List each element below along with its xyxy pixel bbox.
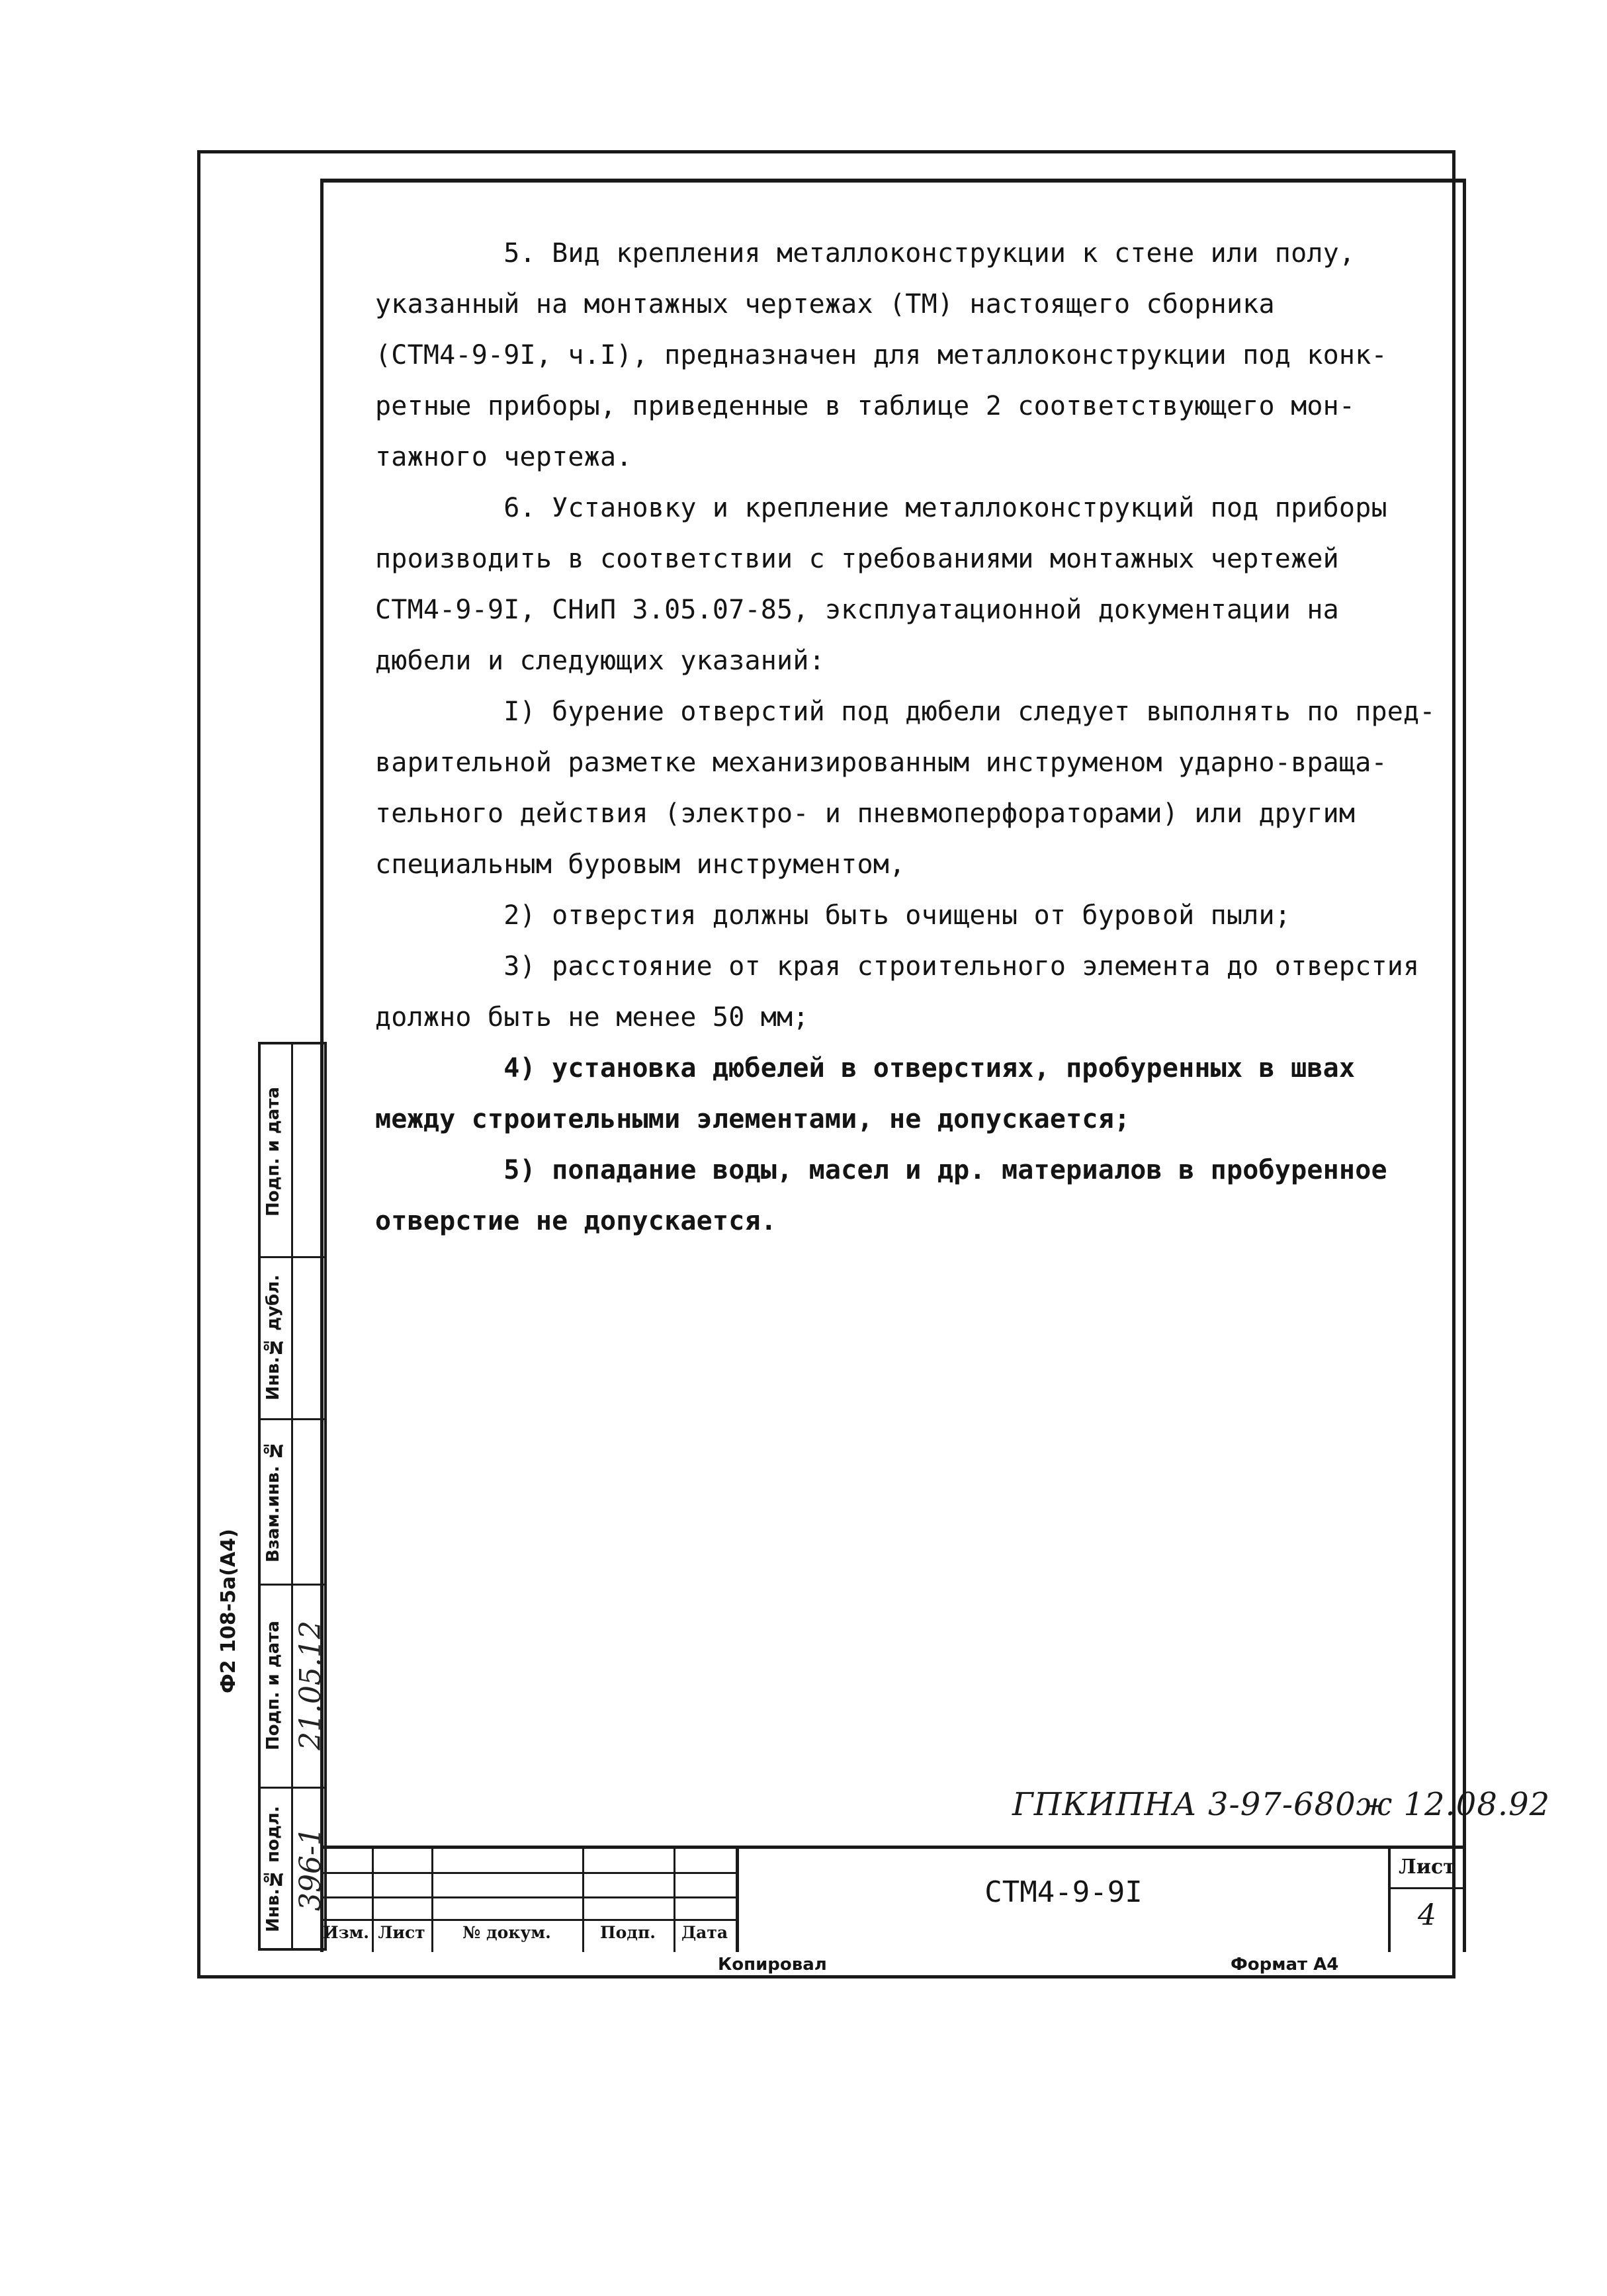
col-head-change: Изм. — [323, 1923, 369, 1942]
paragraph-6-installation — [375, 483, 1434, 687]
stamp-label-sign-date-2: Подп. и дата — [263, 1621, 283, 1750]
item-4-seams — [375, 1043, 1434, 1145]
stamp-label-orig-inv: Инв.№ подл. — [263, 1806, 283, 1933]
text-line: 6. Установку и крепление металлоконструкций под приборы — [375, 493, 1387, 523]
stamp-inv-number: 396-1 — [294, 1827, 327, 1912]
page-text — [375, 228, 1434, 1247]
stamp-divider — [261, 1787, 324, 1789]
stamp-label-sign-date: Подп. и дата — [263, 1087, 283, 1217]
stamp-signature-date: 21.05.12 — [294, 1621, 327, 1750]
item-2-cleaning — [375, 890, 1434, 941]
stamp-divider — [261, 1256, 324, 1258]
sheet-label: Лист — [1399, 1855, 1455, 1879]
item-1-drilling — [375, 687, 1434, 890]
text-line: дюбели и следующих указаний: — [375, 646, 825, 676]
sheet-divider — [1388, 1887, 1466, 1889]
text-line: тажного чертежа. — [375, 442, 632, 472]
item-5-water — [375, 1145, 1434, 1247]
col-head-sheet: Лист — [378, 1923, 425, 1942]
side-stamp — [258, 1042, 327, 1951]
text-line: ретные приборы, приведенные в таблице 2 соответствующего мон- — [375, 391, 1356, 421]
sheet-number: 4 — [1418, 1898, 1436, 1932]
item-3-distance — [375, 941, 1434, 1043]
text-line: 4) установка дюбелей в отверстиях, пробуренных в швах — [375, 1053, 1356, 1084]
stamp-divider — [261, 1418, 324, 1420]
stamp-divider — [261, 1584, 324, 1586]
col-head-signature: Подп. — [600, 1923, 656, 1942]
title-block — [320, 1846, 1466, 1952]
revision-grid — [320, 1849, 736, 1952]
col-head-date: Дата — [681, 1923, 728, 1942]
text-line: 5) попадание воды, масел и др. материалов в пробуренное — [375, 1155, 1387, 1185]
text-line: производить в соответствии с требованиями монтажных чертежей — [375, 544, 1339, 574]
text-line: СТМ4-9-9I, СНиП 3.05.07-85, эксплуатационной документации на — [375, 595, 1339, 625]
stamp-divider — [291, 1044, 293, 1948]
document-code: СТМ4-9-9I — [984, 1875, 1143, 1909]
text-line: варительной разметке механизированным инструменом ударно-враща- — [375, 747, 1387, 778]
stamp-label-dup-inv: Инв.№ дубл. — [263, 1274, 283, 1401]
col-head-doc-number: № докум. — [462, 1923, 551, 1942]
text-line: должно быть не менее 50 мм; — [375, 1002, 809, 1033]
text-line: указанный на монтажных чертежах (ТМ) настоящего сборника — [375, 289, 1275, 319]
footer-copied: Копировал — [718, 1955, 827, 1975]
handwritten-reference: ГПКИПНА 3-97-680ж 12.08.92 — [1012, 1786, 1551, 1823]
text-line: 5. Вид крепления металлоконструкции к стене или полу, — [375, 238, 1356, 269]
form-code: Ф2 108-5а(А4) — [217, 1529, 240, 1693]
text-line: тельного действия (электро- и пневмоперфораторами) или другим — [375, 798, 1356, 829]
paragraph-5-fastening — [375, 228, 1434, 483]
text-line: (СТМ4-9-9I, ч.I), предназначен для металлоконструкции под конк- — [375, 340, 1387, 370]
text-line: отверстие не допускается. — [375, 1206, 777, 1236]
text-line: между строительными элементами, не допускается; — [375, 1104, 1131, 1134]
text-line: I) бурение отверстий под дюбели следует выполнять по пред- — [375, 697, 1436, 727]
text-line: 2) отверстия должны быть очищены от буровой пыли; — [375, 900, 1291, 931]
footer-format: Формат А4 — [1231, 1955, 1339, 1975]
stamp-label-replace-inv: Взам.инв. № — [263, 1439, 283, 1562]
text-line: 3) расстояние от края строительного элемента до отверстия — [375, 951, 1420, 982]
text-line: специальным буровым инструментом, — [375, 849, 906, 880]
